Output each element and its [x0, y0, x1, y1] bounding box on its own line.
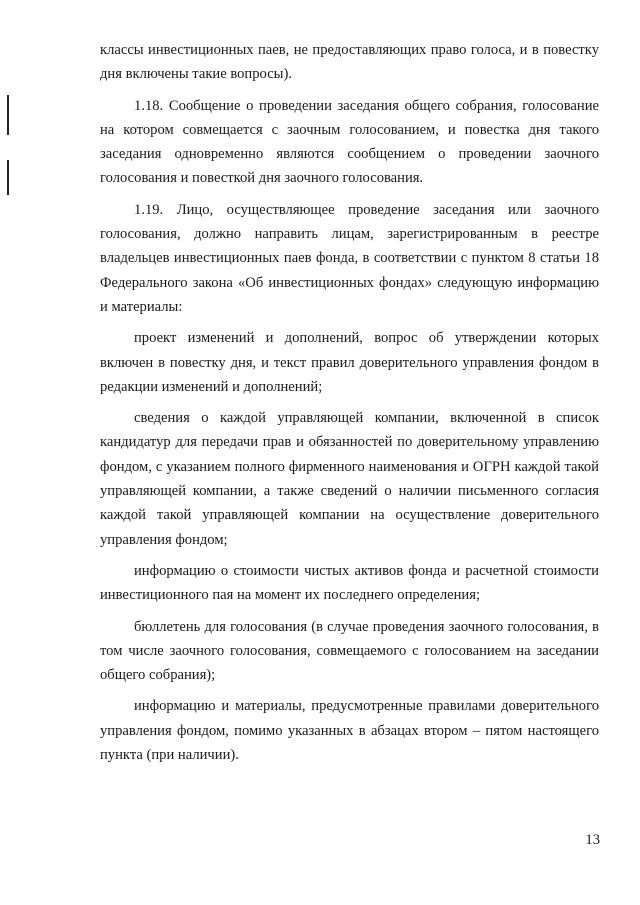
paragraph: 1.19. Лицо, осуществляющее проведение заседания или заочного голосования, должно направить лицам, зарегистрированным в реестре владельцев инвестиционных паев фонда, в соответствии с пунктом 8 статьи 18 Федерального закона «Об инвестиционных фондах» следующую информацию и материалы:: [100, 201, 599, 315]
page-number: 13: [585, 832, 600, 848]
paragraph: классы инвестиционных паев, не предоставляющих право голоса, и в повестку дня включены такие вопросы).: [100, 42, 599, 83]
margin-change-bar: [7, 95, 9, 135]
margin-change-bar: [7, 160, 9, 195]
document-body: [100, 38, 599, 767]
paragraph: проект изменений и дополнений, вопрос об утверждении которых включен в повестку дня, и текст правил доверительного управления фондом в редакции изменений и дополнений;: [100, 330, 599, 395]
paragraph: бюллетень для голосования (в случае проведения заочного голосования, в том числе заочного голосования, совмещаемого с голосованием на заседании общего собрания);: [100, 618, 599, 684]
paragraph: 1.18. Сообщение о проведении заседания общего собрания, голосование на котором совмещается с заочным голосованием, и повестка дня такого заседания одновременно являются сообщением о проведении заочного голосования и повесткой дня заочного голосования.: [100, 97, 599, 187]
paragraph: сведения о каждой управляющей компании, включенной в список кандидатур для передачи прав и обязанностей по доверительному управлению фондом, с указанием полного фирменного наименования и ОГРН каждой такой управляющей компании, а также сведений о наличии письменного согласия каждой такой управляющей компании на осуществление доверительного управления фондом;: [100, 410, 599, 548]
paragraph: информацию и материалы, предусмотренные правилами доверительного управления фондом, помимо указанных в абзацах втором – пятом настоящего пункта (при наличии).: [100, 698, 599, 764]
paragraph: информацию о стоимости чистых активов фонда и расчетной стоимости инвестиционного пая на момент их последнего определения;: [100, 562, 599, 604]
